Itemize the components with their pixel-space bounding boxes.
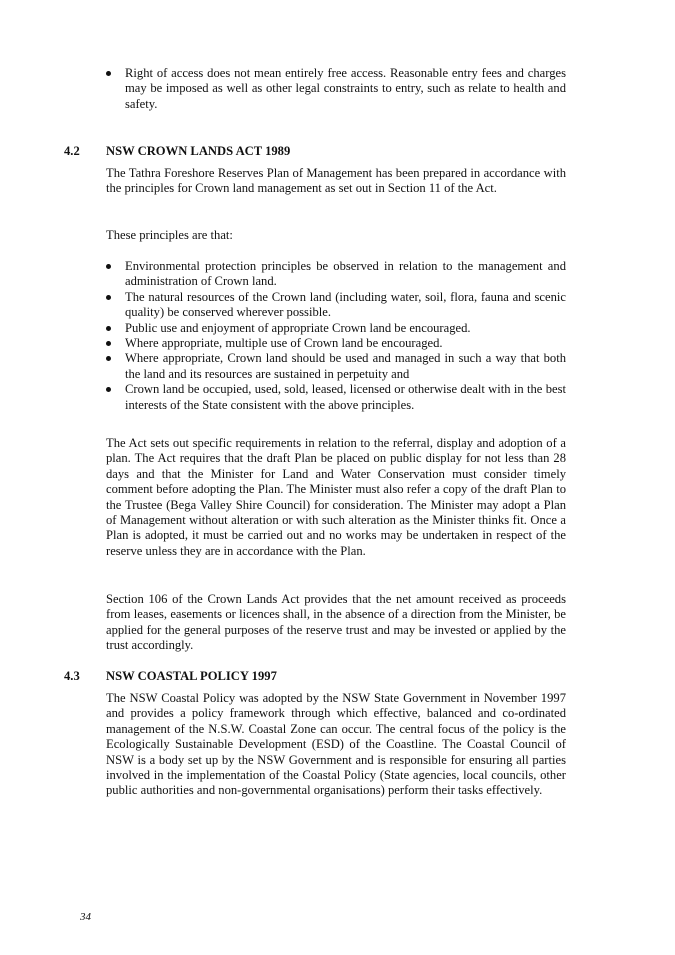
section-4-2-principles-lead — [106, 228, 566, 243]
section-4-2-intro-paragraph — [106, 166, 566, 197]
bullet-text: Environmental protection principles be observed in relation to the management and administration of Crown land. — [125, 259, 566, 289]
bullet-item — [106, 336, 566, 351]
bullet-dot-icon — [106, 295, 111, 300]
page-number: 34 — [80, 911, 91, 923]
section-number: 4.2 — [64, 144, 80, 158]
bullet-text: Public use and enjoyment of appropriate Crown land be encouraged. — [125, 320, 471, 335]
paragraph: Section 106 of the Crown Lands Act provides that the net amount received as proceeds from leases, easements or licences shall, in the absence of a direction from the Minister, be applied for the general purposes of the reserve trust and may be invested or applied by the trust accordingly. — [106, 592, 566, 653]
paragraph: The NSW Coastal Policy was adopted by the NSW State Government in November 1997 and provides a policy framework through which effective, balanced and co-ordinated management of the N.S.W. Coastal Zone can occur. The central focus of the policy is the Ecologically Sustainable Development (ESD) of the Coastline. The Coastal Council of NSW is a body set up by the NSW Government and is responsible for ensuring all parties involved in the implementation of the Coastal Policy (State agencies, local councils, other public authorities and non-governmental organisations) perform their tasks effectively. — [106, 691, 566, 798]
section-heading-4-2 — [64, 144, 290, 159]
bullet-text: The natural resources of the Crown land (including water, soil, flora, fauna and scenic quality) be conserved wherever possible. — [125, 289, 566, 320]
bullet-dot-icon — [106, 326, 111, 331]
bullet-text: Crown land be occupied, used, sold, leased, licensed or otherwise dealt with in the best interests of the State consistent with the above principles. — [125, 382, 566, 412]
bullet-dot-icon — [106, 341, 111, 346]
section-title: NSW CROWN LANDS ACT 1989 — [106, 144, 291, 158]
bullet-item — [106, 351, 566, 382]
bullet-item — [106, 290, 566, 321]
section-4-2-requirements-paragraph — [106, 436, 566, 559]
section-number: 4.3 — [64, 669, 80, 683]
bullet-dot-icon — [106, 387, 111, 392]
bullet-text: Where appropriate, Crown land should be used and managed in such a way that both the land and its resources are sustained in perpetuity and — [125, 351, 566, 381]
bullet-text: Where appropriate, multiple use of Crown land be encouraged. — [125, 336, 443, 351]
section-4-2-proceeds-paragraph — [106, 592, 566, 654]
bullet-text: Right of access does not mean entirely free access. Reasonable entry fees and charges may be imposed as well as other legal constraints to entry, such as relate to health and safety. — [125, 66, 566, 111]
section-4-3-paragraph — [106, 691, 566, 799]
bullet-dot-icon — [106, 264, 111, 269]
bullet-item — [106, 66, 566, 112]
section-title: NSW COASTAL POLICY 1997 — [106, 669, 277, 683]
section-heading-4-3 — [64, 669, 277, 684]
paragraph: The Tathra Foreshore Reserves Plan of Management has been prepared in accordance with the principles for Crown land management as set out in Section 11 of the Act. — [106, 166, 566, 196]
bullet-item — [106, 321, 566, 336]
bullet-dot-icon — [106, 356, 111, 361]
intro-bullet-list — [106, 66, 566, 112]
section-4-2-principles-list — [106, 259, 566, 413]
bullet-item — [106, 259, 566, 290]
bullet-dot-icon — [106, 71, 111, 76]
bullet-item — [106, 382, 566, 413]
paragraph: These principles are that: — [106, 228, 233, 242]
paragraph: The Act sets out specific requirements in relation to the referral, display and adoption of a plan. The Act requires that the draft Plan be placed on public display for not less than 28 days and that the Minister for Land and Water Conservation must consider timely comment before adopting the Plan. The Minister must also refer a copy of the draft Plan to the Trustee (Bega Valley Shire Council) for consideration. The Minister may adopt a Plan of Management without alteration or with such alteration as the Minister thinks fit. Once a Plan is adopted, it must be carried out and no works may be undertaken in respect of the reserve unless they are in accordance with the Plan. — [106, 436, 566, 558]
